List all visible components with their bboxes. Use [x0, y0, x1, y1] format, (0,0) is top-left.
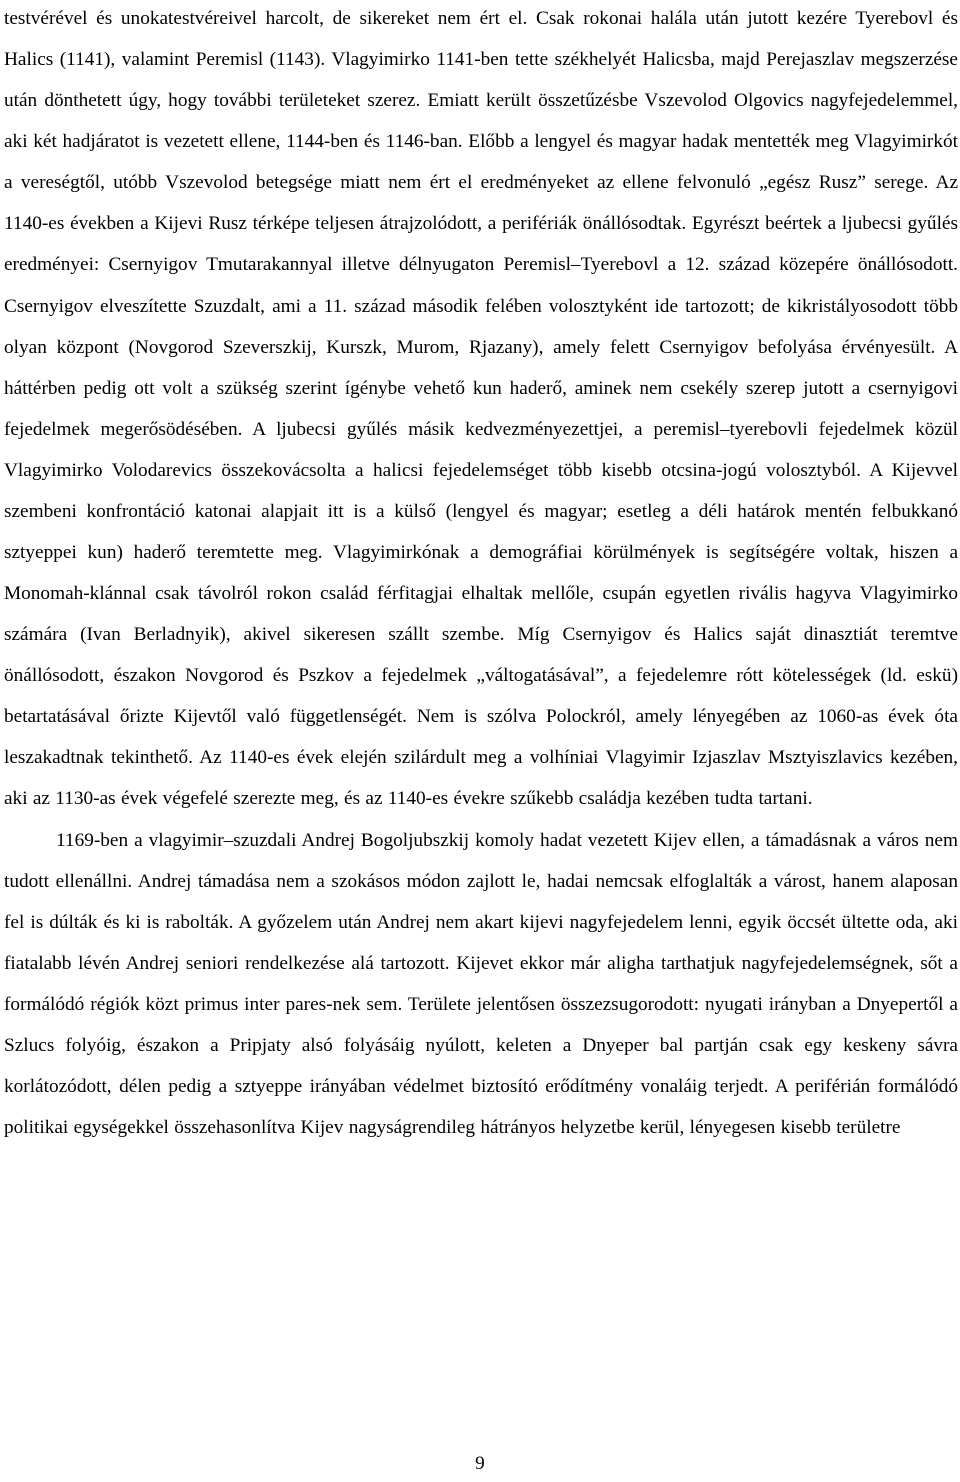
page-number: 9: [475, 1453, 485, 1474]
paragraph-1: testvérével és unokatestvéreivel harcolt, de sikereket nem ért el. Csak rokonai halála után jutott kezére Tyerebovl és Halics (1141), valamint Peremisl (1143). Vlagyimirko 1141-ben tette székhelyét Halicsba, majd Perejaszlav megszerzése után dönthetett úgy, hogy további területeket szerez. Emiatt került összetűzésbe Vszevolod Olgovics nagyfejedelemmel, aki két hadjáratot is vezetett ellene, 1144-ben és 1146-ban. Előbb a lengyel és magyar hadak mentették meg Vlagyimirkót a vereségtől, utóbb Vszevolod betegsége miatt nem ért el eredményeket az ellene felvonuló „egész Rusz” serege. Az 1140-es években a Kijevi Rusz térképe teljesen átrajzolódott, a perifériák önállósodtak. Egyrészt beértek a ljubecsi gyűlés eredményei: Csernyigov Tmutarakannyal illetve délnyugaton Peremisl–Tyerebovl a 12. század közepére önállósodott. Csernyigov elveszítette Szuzdalt, ami a 11. század második felében volosztyként ide tartozott; de kikristályosodott több olyan központ (Novgorod Szeverszkij, Kurszk, Murom, Rjazany), amely felett Csernyigov befolyása érvényesült. A háttérben pedig ott volt a szükség szerint ígénybe vehető kun haderő, aminek nem csekély szerep jutott a csernyigovi fejedelmek megerősödésében. A ljubecsi gyűlés másik kedvezményezettjei, a peremisl–tyerebovli fejedelmek közül Vlagyimirko Volodarevics összekovácsolta a halicsi fejedelemséget több kisebb otcsina-jogú volosztyból. A Kijevvel szembeni konfrontáció katonai alapjait itt is a külső (lengyel és magyar; esetleg a déli határok mentén felbukkanó sztyeppei kun) haderő teremtette meg. Vlagyimirkónak a demográfiai körülmények is segítségére voltak, hiszen a Monomah-klánnal csak távolról rokon család férfitagjai elhaltak mellőle, csupán egyetlen rivális hagyva Vlagyimirko számára (Ivan Berladnyik), akivel sikeresen szállt szembe. Míg Csernyigov és Halics saját dinasztiát teremtve önállósodott, északon Novgorod és Pszkov a fejedelmek „váltogatásával”, a fejedelemre rótt kötelességek (ld. eskü) betartatásával őrizte Kijevtől való függetlenségét. Nem is szólva Polockról, amely lényegében az 1060-as évek óta leszakadtnak tekinthető. Az 1140-es évek elején szilárdult meg a volhíniai Vlagyimir Izjaszlav Msztyiszlavics kezében, aki az 1130-as évek végefelé szerezte meg, és az 1140-es évekre szűkebb családja kezében tudta tartani.: [4, 8, 958, 810]
paragraph-2: 1169-ben a vlagyimir–szuzdali Andrej Bogoljubszkij komoly hadat vezetett Kijev ellen, a támadásnak a város nem tudott ellenállni. Andrej támadása nem a szokásos módon zajlott le, hadai nemcsak elfoglalták a várost, hanem alaposan fel is dúlták és ki is rabolták. A győzelem után Andrej nem akart kijevi nagyfejedelem lenni, egyik öccsét ültette oda, aki fiatalabb lévén Andrej seniori rendelkezése alá tartozott. Kijevet ekkor már aligha tarthatjuk nagyfejedelemségnek, sőt a formálódó régiók közt primus inter pares-nek sem. Területe jelentősen összezsugorodott: nyugati irányban a Dnyepertől a Szlucs folyóig, északon a Pripjaty alsó folyásáig nyúlott, keleten a Dnyeper bal partján csak egy keskeny sávra korlátozódott, délen pedig a sztyeppe irányában védelmet biztosító erődítmény vonaláig terjedt. A periférián formálódó politikai egységekkel összehasonlítva Kijev nagyságrendileg hátrányos helyzetbe kerül, lényegesen kisebb területre: [4, 829, 958, 1139]
body-text: [4, 0, 958, 1148]
